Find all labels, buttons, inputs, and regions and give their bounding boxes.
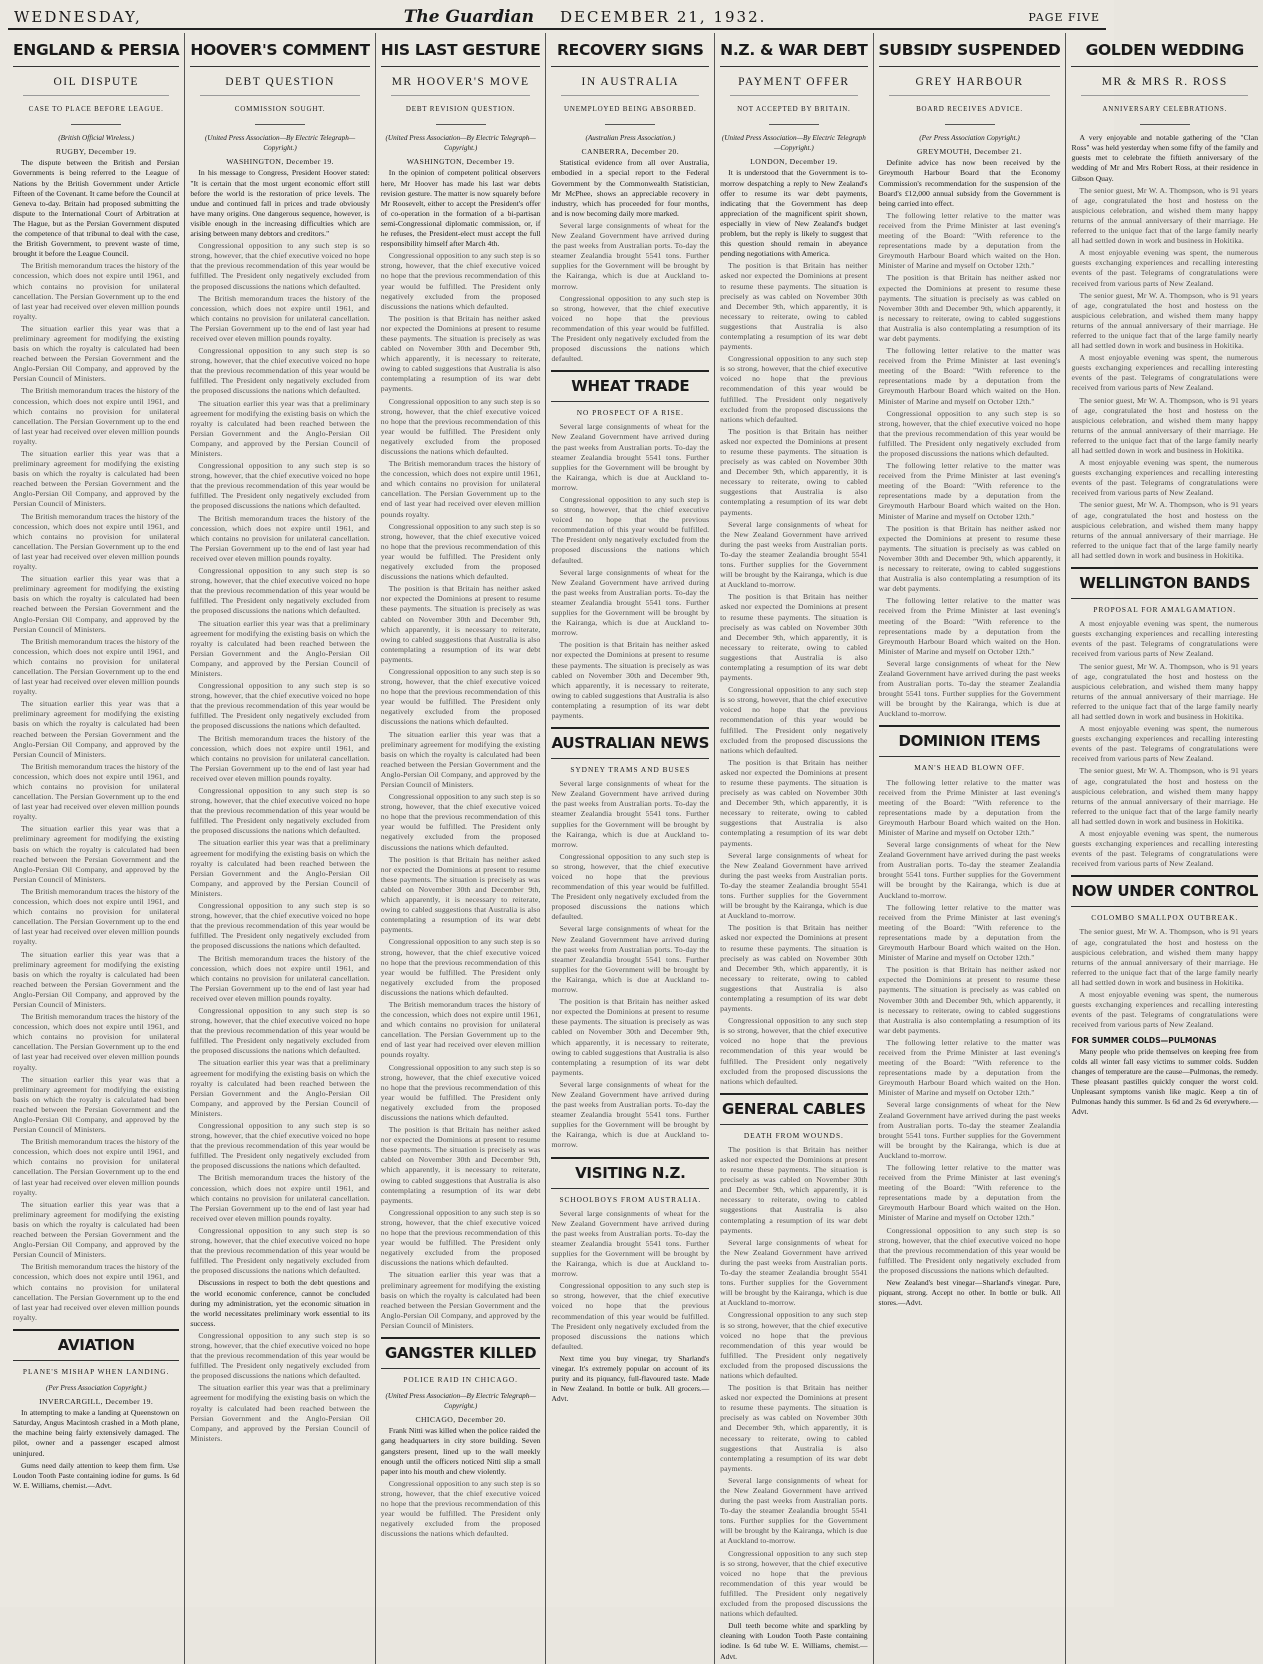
- advertisement: Gums need daily attention to keep them firm. Use Loudon Tooth Paste containing iodine for gums. Is 6d W. E. Williams, chemist.—Advt.: [13, 1460, 180, 1490]
- article-text: A most enjoyable evening was spent, the numerous guests exchanging experiences and recalling interesting events of the past. Telegrams of congratulations were received from various parts of New Zealand.: [1071, 619, 1259, 659]
- wire-credit: (United Press Association—By Electric Telegraph—Copyright.): [721, 134, 866, 153]
- article-text: Congressional opposition to any such step is so strong, however, that the chief executive voiced no hope that the previous recommendation of this year would be fulfilled. The President only negatively excluded from the proposed discussions the nations which defaulted.: [190, 1225, 370, 1276]
- article-text: Congressional opposition to any such step is so strong, however, that the chief executive voiced no hope that the previous recommendation of this year would be fulfilled. The President only negatively excluded from the proposed discussions the nations which defaulted.: [720, 1016, 868, 1086]
- article-text: Definite advice has now been received by the Greymouth Harbour Board that the Economy Commission's recommendation for the suspension of the Board's £12,000 annual subsidy from the Government is being carried into effect.: [878, 158, 1061, 208]
- article-text: The position is that Britain has neither asked nor expected the Dominions at present to resume these payments. The situation is precisely as was cabled on November 30th and December 9th, which apparently, it is necessary to reiterate, owing to cabled suggestions that Australia is also contemplating a resumption of its war debt payments.: [720, 426, 868, 517]
- kicker: UNEMPLOYED BEING ABSORBED.: [564, 105, 697, 114]
- subheadline: MR & MRS R. ROSS: [1081, 67, 1248, 96]
- section-headline: GANGSTER KILLED: [381, 1337, 541, 1369]
- article-text: In attempting to make a landing at Queenstown on Saturday, Angus Macintosh crashed in a Moth plane, the machine being fairly extensively damaged. The pilot, owner and a passenger escaped almost uninjured.: [13, 1408, 180, 1458]
- article-text: Several large consignments of wheat for the New Zealand Government have arrived during the past weeks from Australian ports. To-day the steamer Zealandia brought 5541 tons. Further supplies for the Government will be brought by the Kairanga, which is due at Auckland to-morrow.: [720, 1237, 868, 1308]
- article-text: The position is that Britain has neither asked nor expected the Dominions at present to resume these payments. The situation is precisely as was cabled on November 30th and December 9th, which apparently, it is necessary to reiterate, owing to cabled suggestions that Australia is also contemplating a resumption of its war debt payments.: [551, 640, 710, 720]
- article-text: Discussions in respect to both the debt questions and the world economic conference, cannot be concluded during my administration, yet the economic situation in the world necessitates preliminary work essential to its success.: [190, 1278, 370, 1328]
- article-text: The British memorandum traces the history of the concession, which does not expire until 1961, and which contains no provision for unilateral cancellation. The Persian Government up to the end of last year had received over eleven million pounds royalty.: [13, 386, 180, 446]
- kicker: DEBT REVISION QUESTION.: [405, 105, 516, 114]
- kicker: NOT ACCEPTED BY BRITAIN.: [737, 105, 851, 114]
- article-text: Several large consignments of wheat for the New Zealand Government have arrived during the past weeks from Australian ports. To-day the steamer Zealandia brought 5541 tons. Further supplies for the Government will be brought by the Kairanga, which is due at Auckland to-morrow.: [720, 1475, 868, 1546]
- article-text: Congressional opposition to any such step is so strong, however, that the chief executive voiced no hope that the previous recommendation of this year would be fulfilled. The President only negatively excluded from the proposed discussions the nations which defaulted.: [190, 1121, 370, 1171]
- article-text: Congressional opposition to any such step is so strong, however, that the chief executive voiced no hope that the previous recommendation of this year would be fulfilled. The President only negatively excluded from the proposed discussions the nations which defaulted.: [380, 666, 541, 727]
- article-text: The senior guest, Mr W. A. Thompson, who is 91 years of age, congratulated the host and hostess on the auspicious celebration, and wished them many happy returns of the annual anniversary of their marriage. He referred to the unique fact that of the large family nearly all had settled down in work and business in Hokitika.: [1071, 185, 1259, 246]
- article-text: The situation earlier this year was that a preliminary agreement for modifying the existing basis on which the royalty is calculated had been reached between the Persian Government and the Anglo-Persian Oil Company, and approved by the Persian Council of Ministers.: [190, 1058, 370, 1118]
- article-text: Congressional opposition to any such step is so strong, however, that the chief executive voiced no hope that the previous recommendation of this year would be fulfilled. The President only negatively excluded from the proposed discussions the nations which defaulted.: [190, 1330, 370, 1381]
- section-kicker: DEATH FROM WOUNDS.: [743, 1130, 844, 1140]
- kicker: COMMISSION SOUGHT.: [234, 105, 326, 114]
- article-text: Several large consignments of wheat for the New Zealand Government have arrived during the past weeks from Australian ports. To-day the steamer Zealandia brought 5541 tons. Further supplies for the Government will be brought by the Kairanga, which is due at Auckland to-morrow.: [878, 1100, 1061, 1160]
- article-text: The following letter relative to the matter was received from the Prime Minister at last evening's meeting of the Board: "With reference to the representations made by a deputation from the Greymouth Harbour Board which waited on the Hon. Minister of Marine and myself on October 12th.": [878, 1163, 1061, 1223]
- section-kicker: PLANE'S MISHAP WHEN LANDING.: [22, 1366, 170, 1376]
- article-text: Congressional opposition to any such step is so strong, however, that the chief executive voiced no hope that the previous recommendation of this year would be fulfilled. The President only negatively excluded from the proposed discussions the nations which defaulted.: [190, 901, 370, 951]
- article-text: Several large consignments of wheat for the New Zealand Government have arrived during the past weeks from Australian ports. To-day the steamer Zealandia brought 5541 tons. Further supplies for the Government will be brought by the Kairanga, which is due at Auckland to-morrow.: [551, 220, 710, 291]
- article-text: In the opinion of competent political observers here, Mr Hoover has made his last war debts revision gesture. The matter is now squarely before Mr Roosevelt, either to accept the President's offer of co-operation in the formation of a bi-partisan semi-Congressional diplomatic commission, or, if he refuses, the President-elect must accept the full responsibility himself after March 4th.: [380, 168, 541, 249]
- article-text: The situation earlier this year was that a preliminary agreement for modifying the existing basis on which the royalty is calculated had been reached between the Persian Government and the Anglo-Persian Oil Company, and approved by the Persian Council of Ministers.: [13, 1199, 180, 1260]
- wire-credit: (United Press Association—By Electric Telegraph—Copyright.): [385, 134, 536, 153]
- article-text: Congressional opposition to any such step is so strong, however, that the chief executive voiced no hope that the previous recommendation of this year would be fulfilled. The President only negatively excluded from the proposed discussions the nations which defaulted.: [720, 1548, 868, 1619]
- wire-credit: (British Official Wireless.): [58, 134, 135, 143]
- article-text: The British memorandum traces the history of the concession, which does not expire until 1961, and which contains no provision for unilateral cancellation. The Persian Government up to the end of last year had received over eleven million pounds royalty.: [190, 293, 370, 343]
- article-text: Congressional opposition to any such step is so strong, however, that the chief executive voiced no hope that the previous recommendation of this year would be fulfilled. The President only negatively excluded from the proposed discussions the nations which defaulted.: [380, 792, 541, 852]
- article-text: Congressional opposition to any such step is so strong, however, that the chief executive voiced no hope that the previous recommendation of this year would be fulfilled. The President only negatively excluded from the proposed discussions the nations which defaulted.: [720, 354, 868, 424]
- advertisement-headline: FOR SUMMER COLDS—PULMONAS: [1071, 1036, 1217, 1046]
- article-text: The British memorandum traces the history of the concession, which does not expire until 1961, and which contains no provision for unilateral cancellation. The Persian Government up to the end of last year had received over eleven million pounds royalty.: [380, 999, 541, 1060]
- article-text: The situation earlier this year was that a preliminary agreement for modifying the existing basis on which the royalty is calculated had been reached between the Persian Government and the Anglo-Persian Oil Company, and approved by the Persian Council of Ministers.: [13, 949, 180, 1009]
- article-text: Congressional opposition to any such step is so strong, however, that the chief executive voiced no hope that the previous recommendation of this year would be fulfilled. The President only negatively excluded from the proposed discussions the nations which defaulted.: [551, 1281, 710, 1351]
- article-text: The senior guest, Mr W. A. Thompson, who is 91 years of age, congratulated the host and hostess on the auspicious celebration, and wished them many happy returns of the annual anniversary of their marriage. He referred to the unique fact that of the large family nearly all had settled down in work and business in Hokitika.: [1071, 661, 1259, 721]
- article-text: A most enjoyable evening was spent, the numerous guests exchanging experiences and recalling interesting events of the past. Telegrams of congratulations were received from various parts of New Zealand.: [1071, 458, 1259, 498]
- advertisement: Dull teeth become white and sparkling by cleaning with Loudon Tooth Paste containing iodine. Is 6d tube W. E. Williams, chemist.—Advt.: [720, 1621, 868, 1661]
- article-text: The situation earlier this year was that a preliminary agreement for modifying the existing basis on which the royalty is calculated had been reached between the Persian Government and the Anglo-Persian Oil Company, and approved by the Persian Council of Ministers.: [13, 699, 180, 759]
- article-text: The following letter relative to the matter was received from the Prime Minister at last evening's meeting of the Board: "With reference to the representations made by a deputation from the Greymouth Harbour Board which waited on the Hon. Minister of Marine and myself on October 12th.": [878, 777, 1061, 837]
- article-text: Frank Nitti was killed when the police raided the gang headquarters in city store building. Seven gangsters present, lined up to the wall meekly enough until the officers noticed Nitti slip a small paper into his mouth and chew violently.: [380, 1426, 541, 1476]
- subheadline: MR HOOVER'S MOVE: [391, 67, 531, 96]
- article-text: The situation earlier this year was that a preliminary agreement for modifying the existing basis on which the royalty is calculated had been reached between the Persian Government and the Anglo-Persian Oil Company, and approved by the Persian Council of Ministers.: [190, 618, 370, 678]
- dateline: CHICAGO, December 20.: [415, 1415, 506, 1425]
- article-text: A most enjoyable evening was spent, the numerous guests exchanging experiences and recalling interesting events of the past. Telegrams of congratulations were received from various parts of New Zealand.: [1071, 248, 1259, 288]
- article-text: In his message to Congress, President Hoover stated: "It is certain that the most urgent economic effort still before the world is the restoration of price levels. The undue and continued fall in prices and trade obviously have many origins. One dangerous sequence, however, is visible enough in the increasing difficulties which are arising between many debtors and creditors.": [190, 168, 370, 239]
- article-text: Congressional opposition to any such step is so strong, however, that the chief executive voiced no hope that the previous recommendation of this year would be fulfilled. The President only negatively excluded from the proposed discussions the nations which defaulted.: [380, 1207, 541, 1268]
- article-text: A very enjoyable and notable gathering of the "Clan Ross" was held yesterday when some fifty of the family and guests met to celebrate the fiftieth anniversary of the wedding of Mr and Mrs Robert Ross, at their residence in Gibson Quay.: [1071, 133, 1259, 183]
- article-text: The senior guest, Mr W. A. Thompson, who is 91 years of age, congratulated the host and hostess on the auspicious celebration, and wished them many happy returns of the annual anniversary of their marriage. He referred to the unique fact that of the large family nearly all had settled down in work and business in Hokitika.: [1071, 766, 1259, 826]
- headline: GOLDEN WEDDING: [1071, 33, 1258, 67]
- article-text: The position is that Britain has neither asked nor expected the Dominions at present to resume these payments. The situation is precisely as was cabled on November 30th and December 9th, which apparently, it is necessary to reiterate, owing to cabled suggestions that Australia is also contemplating a resumption of its war debt payments.: [720, 261, 868, 352]
- article-text: The situation earlier this year was that a preliminary agreement for modifying the existing basis on which the royalty is calculated had been reached between the Persian Government and the Anglo-Persian Oil Company, and approved by the Persian Council of Ministers.: [13, 824, 180, 884]
- column-subsidy-suspended: [873, 33, 1066, 1664]
- article-text: A most enjoyable evening was spent, the numerous guests exchanging experiences and recalling interesting events of the past. Telegrams of congratulations were received from various parts of New Zealand.: [1071, 829, 1259, 869]
- section-kicker: SCHOOLBOYS FROM AUSTRALIA.: [559, 1194, 702, 1204]
- masthead-date: DECEMBER 21, 1932.: [560, 8, 767, 26]
- article-text: The British memorandum traces the history of the concession, which does not expire until 1961, and which contains no provision for unilateral cancellation. The Persian Government up to the end of last year had received over eleven million pounds royalty.: [13, 261, 180, 321]
- section-headline: AUSTRALIAN NEWS: [551, 727, 709, 759]
- article-text: The situation earlier this year was that a preliminary agreement for modifying the existing basis on which the royalty is calculated had been reached between the Persian Government and the Anglo-Persian Oil Company, and approved by the Persian Council of Ministers.: [13, 1074, 180, 1135]
- article-text: The position is that Britain has neither asked nor expected the Dominions at present to resume these payments. The situation is precisely as was cabled on November 30th and December 9th, which apparently, it is necessary to reiterate, owing to cabled suggestions that Australia is also contemplating a resumption of its war debt payments.: [878, 523, 1061, 594]
- article-text: The position is that Britain has neither asked nor expected the Dominions at present to resume these payments. The situation is precisely as was cabled on November 30th and December 9th, which apparently, it is necessary to reiterate, owing to cabled suggestions that Australia is also contemplating a resumption of its war debt payments.: [551, 997, 710, 1077]
- article-text: The British memorandum traces the history of the concession, which does not expire until 1961, and which contains no provision for unilateral cancellation. The Persian Government up to the end of last year had received over eleven million pounds royalty.: [13, 886, 180, 947]
- article-text: Congressional opposition to any such step is so strong, however, that the chief executive voiced no hope that the previous recommendation of this year would be fulfilled. The President only negatively excluded from the proposed discussions the nations which defaulted.: [551, 851, 710, 922]
- article-text: Several large consignments of wheat for the New Zealand Government have arrived during the past weeks from Australian ports. To-day the steamer Zealandia brought 5541 tons. Further supplies for the Government will be brought by the Kairanga, which is due at Auckland to-morrow.: [878, 840, 1061, 900]
- headline: HIS LAST GESTURE: [381, 33, 541, 67]
- article-text: Congressional opposition to any such step is so strong, however, that the chief executive voiced no hope that the previous recommendation of this year would be fulfilled. The President only negatively excluded from the proposed discussions the nations which defaulted.: [190, 1005, 370, 1056]
- article-text: Congressional opposition to any such step is so strong, however, that the chief executive voiced no hope that the previous recommendation of this year would be fulfilled. The President only negatively excluded from the proposed discussions the nations which defaulted.: [380, 521, 541, 582]
- column-his-last-gesture: [375, 33, 546, 1664]
- masthead-page-number: PAGE FIVE: [1028, 10, 1100, 24]
- article-text: The British memorandum traces the history of the concession, which does not expire until 1961, and which contains no provision for unilateral cancellation. The Persian Government up to the end of last year had received over eleven million pounds royalty.: [190, 1173, 370, 1223]
- article-text: Several large consignments of wheat for the New Zealand Government have arrived during the past weeks from Australian ports. To-day the steamer Zealandia brought 5541 tons. Further supplies for the Government will be brought by the Kairanga, which is due at Auckland to-morrow.: [878, 658, 1061, 719]
- subheadline: DEBT QUESTION: [200, 67, 359, 96]
- article-text: The situation earlier this year was that a preliminary agreement for modifying the existing basis on which the royalty is calculated had been reached between the Persian Government and the Anglo-Persian Oil Company, and approved by the Persian Council of Ministers.: [13, 323, 180, 384]
- article-text: The position is that Britain has neither asked nor expected the Dominions at present to resume these payments. The situation is precisely as was cabled on November 30th and December 9th, which apparently, it is necessary to reiterate, owing to cabled suggestions that Australia is also contemplating a resumption of its war debt payments.: [720, 1383, 868, 1473]
- column-nz-war-debt: [714, 33, 872, 1664]
- article-text: Statistical evidence from all over Australia, embodied in a special report to the Federal Government by the Commonwealth Statistician, Mr McPhee, shows an appreciable recovery in industry, which has proceeded for four months, and is now becoming daily more marked.: [551, 158, 710, 218]
- article-text: Several large consignments of wheat for the New Zealand Government have arrived during the past weeks from Australian ports. To-day the steamer Zealandia brought 5541 tons. Further supplies for the Government will be brought by the Kairanga, which is due at Auckland to-morrow.: [551, 1079, 710, 1150]
- section-kicker: SYDNEY TRAMS AND BUSES: [570, 765, 691, 775]
- dateline: RUGBY, December 19.: [55, 147, 137, 157]
- article-text: Congressional opposition to any such step is so strong, however, that the chief executive voiced no hope that the previous recommendation of this year would be fulfilled. The President only negatively excluded from the proposed discussions the nations which defaulted.: [190, 346, 370, 396]
- article-text: The situation earlier this year was that a preliminary agreement for modifying the existing basis on which the royalty is calculated had been reached between the Persian Government and the Anglo-Persian Oil Company, and approved by the Persian Council of Ministers.: [190, 398, 370, 458]
- headline: ENGLAND & PERSIA: [13, 33, 179, 67]
- article-text: The following letter relative to the matter was received from the Prime Minister at last evening's meeting of the Board: "With reference to the representations made by a deputation from the Greymouth Harbour Board which waited on the Hon. Minister of Marine and myself on October 12th.": [878, 596, 1061, 656]
- section-kicker: NO PROSPECT OF A RISE.: [576, 408, 684, 418]
- article-text: The following letter relative to the matter was received from the Prime Minister at last evening's meeting of the Board: "With reference to the representations made by a deputation from the Greymouth Harbour Board which waited on the Hon. Minister of Marine and myself on October 12th.": [878, 1037, 1061, 1098]
- section-headline: NOW UNDER CONTROL: [1071, 875, 1258, 907]
- article-text: Congressional opposition to any such step is so strong, however, that the chief executive voiced no hope that the previous recommendation of this year would be fulfilled. The President only negatively excluded from the proposed discussions the nations which defaulted.: [190, 566, 370, 616]
- article-text: The senior guest, Mr W. A. Thompson, who is 91 years of age, congratulated the host and hostess on the auspicious celebration, and wished them many happy returns of the annual anniversary of their marriage. He referred to the unique fact that of the large family nearly all had settled down in work and business in Hokitika.: [1071, 927, 1259, 987]
- article-text: Congressional opposition to any such step is so strong, however, that the chief executive voiced no hope that the previous recommendation of this year would be fulfilled. The President only negatively excluded from the proposed discussions the nations which defaulted.: [190, 241, 370, 291]
- article-text: Congressional opposition to any such step is so strong, however, that the chief executive voiced no hope that the previous recommendation of this year would be fulfilled. The President only negatively excluded from the proposed discussions the nations which defaulted.: [190, 786, 370, 836]
- article-text: Congressional opposition to any such step is so strong, however, that the chief executive voiced no hope that the previous recommendation of this year would be fulfilled. The President only negatively excluded from the proposed discussions the nations which defaulted.: [380, 251, 541, 311]
- article-text: Congressional opposition to any such step is so strong, however, that the chief executive voiced no hope that the previous recommendation of this year would be fulfilled. The President only negatively excluded from the proposed discussions the nations which defaulted.: [878, 1225, 1061, 1275]
- article-text: Congressional opposition to any such step is so strong, however, that the chief executive voiced no hope that the previous recommendation of this year would be fulfilled. The President only negatively excluded from the proposed discussions the nations which defaulted.: [190, 681, 370, 731]
- subheadline: OIL DISPUTE: [23, 67, 169, 96]
- article-text: Congressional opposition to any such step is so strong, however, that the chief executive voiced no hope that the previous recommendation of this year would be fulfilled. The President only negatively excluded from the proposed discussions the nations which defaulted.: [380, 937, 541, 997]
- masthead-day: WEDNESDAY,: [14, 8, 142, 26]
- subheadline: PAYMENT OFFER: [730, 67, 857, 96]
- article-text: Congressional opposition to any such step is so strong, however, that the chief executive voiced no hope that the previous recommendation of this year would be fulfilled. The President only negatively excluded from the proposed discussions the nations which defaulted.: [720, 1310, 868, 1380]
- section-headline: GENERAL CABLES: [720, 1093, 867, 1125]
- article-text: The position is that Britain has neither asked nor expected the Dominions at present to resume these payments. The situation is precisely as was cabled on November 30th and December 9th, which apparently, it is necessary to reiterate, owing to cabled suggestions that Australia is also contemplating a resumption of its war debt payments.: [878, 965, 1061, 1035]
- column-hoovers-comment: [184, 33, 374, 1664]
- section-kicker: PROPOSAL FOR AMALGAMATION.: [1093, 605, 1237, 615]
- article-text: The British memorandum traces the history of the concession, which does not expire until 1961, and which contains no provision for unilateral cancellation. The Persian Government up to the end of last year had received over eleven million pounds royalty.: [13, 761, 180, 822]
- article-text: The following letter relative to the matter was received from the Prime Minister at last evening's meeting of the Board: "With reference to the representations made by a deputation from the Greymouth Harbour Board which waited on the Hon. Minister of Marine and myself on October 12th.": [878, 346, 1061, 406]
- article-text: The senior guest, Mr W. A. Thompson, who is 91 years of age, congratulated the host and hostess on the auspicious celebration, and wished them many happy returns of the annual anniversary of their marriage. He referred to the unique fact that of the large family nearly all had settled down in work and business in Hokitika.: [1071, 290, 1259, 351]
- article-text: The situation earlier this year was that a preliminary agreement for modifying the existing basis on which the royalty is calculated had been reached between the Persian Government and the Anglo-Persian Oil Company, and approved by the Persian Council of Ministers.: [13, 574, 180, 634]
- article-text: The senior guest, Mr W. A. Thompson, who is 91 years of age, congratulated the host and hostess on the auspicious celebration, and wished them many happy returns of the annual anniversary of their marriage. He referred to the unique fact that of the large family nearly all had settled down in work and business in Hokitika.: [1071, 500, 1259, 560]
- subheadline: IN AUSTRALIA: [561, 67, 699, 96]
- wire-credit: (Per Press Association Copyright.): [45, 1383, 147, 1392]
- article-text: The senior guest, Mr W. A. Thompson, who is 91 years of age, congratulated the host and hostess on the auspicious celebration, and wished them many happy returns of the annual anniversary of their marriage. He referred to the unique fact that of the large family nearly all had settled down in work and business in Hokitika.: [1071, 395, 1259, 455]
- article-text: The position is that Britain has neither asked nor expected the Dominions at present to resume these payments. The situation is precisely as was cabled on November 30th and December 9th, which apparently, it is necessary to reiterate, owing to cabled suggestions that Australia is also contemplating a resumption of its war debt payments.: [720, 592, 868, 683]
- article-text: The situation earlier this year was that a preliminary agreement for modifying the existing basis on which the royalty is calculated had been reached between the Persian Government and the Anglo-Persian Oil Company, and approved by the Persian Council of Ministers.: [380, 1270, 541, 1330]
- kicker: CASE TO PLACE BEFORE LEAGUE.: [28, 105, 164, 114]
- subheadline: GREY HARBOUR: [889, 67, 1051, 96]
- article-text: A most enjoyable evening was spent, the numerous guests exchanging experiences and recalling interesting events of the past. Telegrams of congratulations were received from various parts of New Zealand.: [1071, 724, 1259, 764]
- article-text: The British memorandum traces the history of the concession, which does not expire until 1961, and which contains no provision for unilateral cancellation. The Persian Government up to the end of last year had received over eleven million pounds royalty.: [13, 1262, 180, 1322]
- article-text: Congressional opposition to any such step is so strong, however, that the chief executive voiced no hope that the previous recommendation of this year would be fulfilled. The President only negatively excluded from the proposed discussions the nations which defaulted.: [190, 461, 370, 511]
- section-kicker: COLOMBO SMALLPOX OUTBREAK.: [1091, 913, 1239, 923]
- article-text: The following letter relative to the matter was received from the Prime Minister at last evening's meeting of the Board: "With reference to the representations made by a deputation from the Greymouth Harbour Board which waited on the Hon. Minister of Marine and myself on October 12th.": [878, 210, 1061, 271]
- article-text: The British memorandum traces the history of the concession, which does not expire until 1961, and which contains no provision for unilateral cancellation. The Persian Government up to the end of last year had received over eleven million pounds royalty.: [190, 733, 370, 783]
- headline: HOOVER'S COMMENT: [190, 33, 369, 67]
- headline: N.Z. & WAR DEBT: [720, 33, 867, 67]
- article-text: The dispute between the British and Persian Governments is being referred to the League of Nations by the British Government under Article Fifteen of the Covenant. It came before the Council at Geneva to-day. Britain had proposed submitting the dispute to the International Court of Arbitration at The Hague, but as the Persian Government disputed the competence of that tribunal to deal with the case, the British Government, to prevent waste of time, brought it before the League Council.: [13, 158, 180, 259]
- masthead-paper-name: The Guardian: [403, 7, 535, 27]
- headline: RECOVERY SIGNS: [551, 33, 709, 67]
- article-text: Several large consignments of wheat for the New Zealand Government have arrived during the past weeks from Australian ports. To-day the steamer Zealandia brought 5541 tons. Further supplies for the Government will be brought by the Kairanga, which is due at Auckland to-morrow.: [551, 779, 710, 849]
- article-text: A most enjoyable evening was spent, the numerous guests exchanging experiences and recalling interesting events of the past. Telegrams of congratulations were received from various parts of New Zealand.: [1071, 353, 1259, 393]
- article-text: A most enjoyable evening was spent, the numerous guests exchanging experiences and recalling interesting events of the past. Telegrams of congratulations were received from various parts of New Zealand.: [1071, 990, 1259, 1030]
- article-text: Several large consignments of wheat for the New Zealand Government have arrived during the past weeks from Australian ports. To-day the steamer Zealandia brought 5541 tons. Further supplies for the Government will be brought by the Kairanga, which is due at Auckland to-morrow.: [720, 850, 868, 921]
- dateline: WASHINGTON, December 19.: [406, 157, 515, 167]
- article-text: The British memorandum traces the history of the concession, which does not expire until 1961, and which contains no provision for unilateral cancellation. The Persian Government up to the end of last year had received over eleven million pounds royalty.: [13, 636, 180, 697]
- article-text: It is understood that the Government is to-morrow despatching a reply to New Zealand's offer to resume its war debt payments, indicating that the Government has deep appreciation of the magnificent spirit shown, especially in view of New Zealand's budget problem, but the reply is likely to suggest that this question should remain in abeyance pending negotiations with America.: [720, 168, 868, 259]
- section-kicker: POLICE RAID IN CHICAGO.: [403, 1374, 518, 1384]
- article-text: Several large consignments of wheat for the New Zealand Government have arrived during the past weeks from Australian ports. To-day the steamer Zealandia brought 5541 tons. Further supplies for the Government will be brought by the Kairanga, which is due at Auckland to-morrow.: [720, 519, 868, 590]
- article-text: Congressional opposition to any such step is so strong, however, that the chief executive voiced no hope that the previous recommendation of this year would be fulfilled. The President only negatively excluded from the proposed discussions the nations which defaulted.: [380, 396, 541, 456]
- article-text: Congressional opposition to any such step is so strong, however, that the chief executive voiced no hope that the previous recommendation of this year would be fulfilled. The President only negatively excluded from the proposed discussions the nations which defaulted.: [551, 495, 710, 565]
- wire-credit: (Australian Press Association.): [585, 134, 676, 143]
- article-text: Several large consignments of wheat for the New Zealand Government have arrived during the past weeks from Australian ports. To-day the steamer Zealandia brought 5541 tons. Further supplies for the Government will be brought by the Kairanga, which is due at Auckland to-morrow.: [551, 422, 710, 492]
- wire-credit: (United Press Association—By Electric Telegraph—Copyright.): [204, 134, 356, 153]
- advertisement: Next time you buy vinegar, try Sharland's vinegar. It's extremely popular on account of its purity and its piquancy, full-flavoured taste. Made in New Zealand. In bottle or bulk. All grocers.—Advt.: [551, 1353, 710, 1404]
- wire-credit: (Per Press Association Copyright.): [919, 134, 1020, 143]
- article-text: Congressional opposition to any such step is so strong, however, that the chief executive voiced no hope that the previous recommendation of this year would be fulfilled. The President only negatively excluded from the proposed discussions the nations which defaulted.: [878, 408, 1061, 458]
- article-text: Several large consignments of wheat for the New Zealand Government have arrived during the past weeks from Australian ports. To-day the steamer Zealandia brought 5541 tons. Further supplies for the Government will be brought by the Kairanga, which is due at Auckland to-morrow.: [551, 1208, 710, 1279]
- article-text: The position is that Britain has neither asked nor expected the Dominions at present to resume these payments. The situation is precisely as was cabled on November 30th and December 9th, which apparently, it is necessary to reiterate, owing to cabled suggestions that Australia is also contemplating a resumption of its war debt payments.: [380, 584, 541, 664]
- wire-credit: (United Press Association—By Electric Telegraph—Copyright.): [385, 1392, 536, 1411]
- article-text: Congressional opposition to any such step is so strong, however, that the chief executive voiced no hope that the previous recommendation of this year would be fulfilled. The President only negatively excluded from the proposed discussions the nations which defaulted.: [380, 1478, 541, 1539]
- headline: SUBSIDY SUSPENDED: [879, 33, 1061, 67]
- article-text: Several large consignments of wheat for the New Zealand Government have arrived during the past weeks from Australian ports. To-day the steamer Zealandia brought 5541 tons. Further supplies for the Government will be brought by the Kairanga, which is due at Auckland to-morrow.: [551, 924, 710, 995]
- article-text: The British memorandum traces the history of the concession, which does not expire until 1961, and which contains no provision for unilateral cancellation. The Persian Government up to the end of last year had received over eleven million pounds royalty.: [13, 511, 180, 572]
- article-text: The following letter relative to the matter was received from the Prime Minister at last evening's meeting of the Board: "With reference to the representations made by a deputation from the Greymouth Harbour Board which waited on the Hon. Minister of Marine and myself on October 12th.": [878, 902, 1061, 963]
- article-text: The following letter relative to the matter was received from the Prime Minister at last evening's meeting of the Board: "With reference to the representations made by a deputation from the Greymouth Harbour Board which waited on the Hon. Minister of Marine and myself on October 12th.": [878, 461, 1061, 521]
- advertisement: New Zealand's best vinegar—Sharland's vinegar. Pure, piquant, strong. Accept no other. In bottle or bulk. All stores.—Advt.: [878, 1278, 1061, 1308]
- article-text: Congressional opposition to any such step is so strong, however, that the chief executive voiced no hope that the previous recommendation of this year would be fulfilled. The President only negatively excluded from the proposed discussions the nations which defaulted.: [720, 685, 868, 755]
- section-headline: WELLINGTON BANDS: [1071, 567, 1258, 599]
- kicker: BOARD RECEIVES ADVICE.: [916, 105, 1023, 114]
- article-text: The British memorandum traces the history of the concession, which does not expire until 1961, and which contains no provision for unilateral cancellation. The Persian Government up to the end of last year had received over eleven million pounds royalty.: [13, 1137, 180, 1197]
- dateline: WASHINGTON, December 19.: [226, 157, 334, 167]
- dateline: GREYMOUTH, December 21.: [916, 147, 1023, 157]
- article-text: Congressional opposition to any such step is so strong, however, that the chief executive voiced no hope that the previous recommendation of this year would be fulfilled. The President only negatively excluded from the proposed discussions the nations which defaulted.: [380, 1062, 541, 1122]
- section-headline: AVIATION: [13, 1329, 179, 1361]
- article-text: The position is that Britain has neither asked nor expected the Dominions at present to resume these payments. The situation is precisely as was cabled on November 30th and December 9th, which apparently, it is necessary to reiterate, owing to cabled suggestions that Australia is also contemplating a resumption of its war debt payments.: [720, 923, 868, 1014]
- masthead: [8, 6, 1106, 30]
- dateline: LONDON, December 19.: [750, 157, 838, 167]
- article-text: Congressional opposition to any such step is so strong, however, that the chief executive voiced no hope that the previous recommendation of this year would be fulfilled. The President only negatively excluded from the proposed discussions the nations which defaulted.: [551, 293, 710, 364]
- article-text: The British memorandum traces the history of the concession, which does not expire until 1961, and which contains no provision for unilateral cancellation. The Persian Government up to the end of last year had received over eleven million pounds royalty.: [190, 513, 370, 563]
- article-text: The position is that Britain has neither asked nor expected the Dominions at present to resume these payments. The situation is precisely as was cabled on November 30th and December 9th, which apparently, it is necessary to reiterate, owing to cabled suggestions that Australia is also contemplating a resumption of its war debt payments.: [380, 854, 541, 935]
- column-recovery-signs: [545, 33, 714, 1664]
- article-text: The situation earlier this year was that a preliminary agreement for modifying the existing basis on which the royalty is calculated had been reached between the Persian Government and the Anglo-Persian Oil Company, and approved by the Persian Council of Ministers.: [13, 449, 180, 509]
- article-text: The British memorandum traces the history of the concession, which does not expire until 1961, and which contains no provision for unilateral cancellation. The Persian Government up to the end of last year had received over eleven million pounds royalty.: [13, 1012, 180, 1072]
- article-text: The position is that Britain has neither asked nor expected the Dominions at present to resume these payments. The situation is precisely as was cabled on November 30th and December 9th, which apparently, it is necessary to reiterate, owing to cabled suggestions that Australia is also contemplating a resumption of its war debt payments.: [720, 1144, 868, 1235]
- column-golden-wedding: [1065, 33, 1263, 1664]
- section-headline: WHEAT TRADE: [551, 370, 709, 402]
- dateline: CANBERRA, December 20.: [581, 147, 680, 157]
- section-headline: VISITING N.Z.: [551, 1157, 709, 1189]
- article-columns: [8, 33, 1259, 1661]
- article-text: Several large consignments of wheat for the New Zealand Government have arrived during the past weeks from Australian ports. To-day the steamer Zealandia brought 5541 tons. Further supplies for the Government will be brought by the Kairanga, which is due at Auckland to-morrow.: [551, 567, 710, 638]
- section-headline: DOMINION ITEMS: [879, 725, 1061, 757]
- article-text: The position is that Britain has neither asked nor expected the Dominions at present to resume these payments. The situation is precisely as was cabled on November 30th and December 9th, which apparently, it is necessary to reiterate, owing to cabled suggestions that Australia is also contemplating a resumption of its war debt payments.: [380, 1125, 541, 1205]
- article-text: The situation earlier this year was that a preliminary agreement for modifying the existing basis on which the royalty is calculated had been reached between the Persian Government and the Anglo-Persian Oil Company, and approved by the Persian Council of Ministers.: [190, 838, 370, 898]
- article-text: The British memorandum traces the history of the concession, which does not expire until 1961, and which contains no provision for unilateral cancellation. The Persian Government up to the end of last year had received over eleven million pounds royalty.: [190, 953, 370, 1003]
- article-text: The situation earlier this year was that a preliminary agreement for modifying the existing basis on which the royalty is calculated had been reached between the Persian Government and the Anglo-Persian Oil Company, and approved by the Persian Council of Ministers.: [380, 729, 541, 789]
- article-text: The position is that Britain has neither asked nor expected the Dominions at present to resume these payments. The situation is precisely as was cabled on November 30th and December 9th, which apparently, it is necessary to reiterate, owing to cabled suggestions that Australia is also contemplating a resumption of its war debt payments.: [878, 273, 1061, 343]
- article-text: The situation earlier this year was that a preliminary agreement for modifying the existing basis on which the royalty is calculated had been reached between the Persian Government and the Anglo-Persian Oil Company, and approved by the Persian Council of Ministers.: [190, 1383, 370, 1443]
- column-england-persia: [8, 33, 184, 1664]
- dateline: INVERCARGILL, December 19.: [39, 1397, 154, 1407]
- kicker: ANNIVERSARY CELEBRATIONS.: [1102, 105, 1228, 114]
- article-text: The position is that Britain has neither asked nor expected the Dominions at present to resume these payments. The situation is precisely as was cabled on November 30th and December 9th, which apparently, it is necessary to reiterate, owing to cabled suggestions that Australia is also contemplating a resumption of its war debt payments.: [380, 313, 541, 394]
- advertisement: Many people who pride themselves on keeping free from colds all winter fall easy victims to summer colds. Sudden changes of temperature are the cause—Pulmonas, the remedy. These pleasant pastilles quickly conquer the worst cold. Unpleasant symptoms vanish like magic. Keep a tin of Pulmonas handy this summer. Is 6d and 2s 6d everywhere.—Advt.: [1071, 1046, 1259, 1117]
- section-kicker: MAN'S HEAD BLOWN OFF.: [914, 763, 1025, 773]
- article-text: The British memorandum traces the history of the concession, which does not expire until 1961, and which contains no provision for unilateral cancellation. The Persian Government up to the end of last year had received over eleven million pounds royalty.: [380, 459, 541, 519]
- article-text: The position is that Britain has neither asked nor expected the Dominions at present to resume these payments. The situation is precisely as was cabled on November 30th and December 9th, which apparently, it is necessary to reiterate, owing to cabled suggestions that Australia is also contemplating a resumption of its war debt payments.: [720, 757, 868, 848]
